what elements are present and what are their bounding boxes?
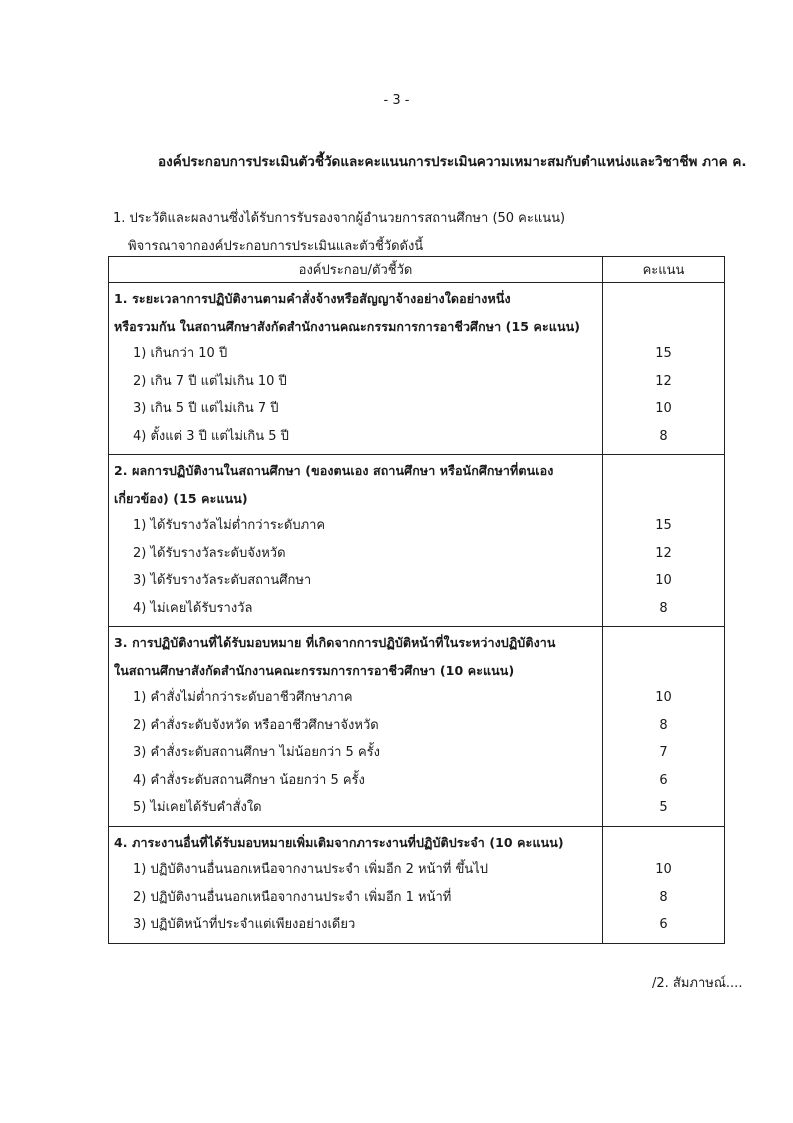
criteria-score: 8 (659, 600, 668, 616)
header-score: คะแนน (603, 257, 725, 283)
criteria-item: 1) ปฏิบัติงานอื่นนอกเหนือจากงานประจำ เพิ่มอีก 2 หน้าที่ ขึ้นไป (133, 862, 489, 877)
score-spacer (603, 457, 724, 485)
criteria-score: 8 (659, 889, 668, 905)
section-criteria-cell (109, 283, 603, 455)
criteria-item: 2) เกิน 7 ปี แต่ไม่เกิน 10 ปี (133, 373, 287, 389)
section-row (109, 627, 725, 827)
section-row (109, 455, 725, 627)
section-title-line: เกี่ยวข้อง) (15 คะแนน) (114, 490, 248, 506)
criteria-item: 1) คำสั่งไม่ต่ำกว่าระดับอาชีวศึกษาภาค (133, 690, 353, 705)
section-title-line: 1. ระยะเวลาการปฏิบัติงานตามคำสั่งจ้างหรือสัญญาจ้างอย่างใดอย่างหนึ่ง (114, 291, 511, 306)
criteria-score: 15 (655, 518, 672, 533)
intro-line-2: พิจารณาจากองค์ประกอบการประเมินและตัวชี้วัดดังนี้ (128, 239, 424, 254)
table-body (109, 283, 725, 944)
intro-line-1: 1. ประวัติและผลงานซึ่งได้รับการรับรองจากผู้อำนวยการสถานศึกษา (50 คะแนน) (113, 211, 566, 226)
section-criteria-cell (109, 627, 603, 827)
score-spacer (603, 657, 724, 685)
criteria-item: 3) เกิน 5 ปี แต่ไม่เกิน 7 ปี (133, 401, 279, 416)
section-title-line: ในสถานศึกษาสังกัดสำนักงานคณะกรรมการการอาชีวศึกษา (10 คะแนน) (114, 662, 515, 678)
section-score-cell (603, 627, 725, 827)
criteria-score: 10 (655, 573, 672, 588)
criteria-score: 12 (655, 545, 672, 561)
criteria-item: 4) ไม่เคยได้รับรางวัล (133, 600, 253, 616)
criteria-item: 3) ได้รับรางวัลระดับสถานศึกษา (133, 573, 312, 588)
section-criteria-cell (109, 826, 603, 943)
score-spacer (603, 829, 724, 857)
section-score-cell (603, 826, 725, 943)
section-title-line: หรือรวมกัน ในสถานศึกษาสังกัดสำนักงานคณะกรรมการการอาชีวศึกษา (15 คะแนน) (114, 318, 581, 334)
section-title-line: 4. ภาระงานอื่นที่ได้รับมอบหมายเพิ่มเติมจากภาระงานที่ปฏิบัติประจำ (10 คะแนน) (114, 834, 564, 850)
section-score-cell (603, 283, 725, 455)
section-row (109, 283, 725, 455)
score-spacer (603, 485, 724, 513)
criteria-score: 10 (655, 862, 672, 877)
section-row (109, 826, 725, 943)
criteria-score: 8 (659, 717, 668, 733)
criteria-score: 6 (659, 917, 668, 932)
criteria-score: 10 (655, 690, 672, 705)
document-heading: องค์ประกอบการประเมินตัวชี้วัดและคะแนนการประเมินความเหมาะสมกับตำแหน่งและวิชาชีพ ภาค ค. (158, 154, 747, 170)
section-title-line: 2. ผลการปฏิบัติงานในสถานศึกษา (ของตนเอง สถานศึกษา หรือนักศึกษาที่ตนเอง (114, 463, 554, 478)
criteria-item: 2) คำสั่งระดับจังหวัด หรืออาชีวศึกษาจังหวัด (133, 717, 379, 733)
criteria-item: 1) ได้รับรางวัลไม่ต่ำกว่าระดับภาค (133, 518, 326, 533)
table-header-row (109, 257, 725, 283)
section-criteria-cell (109, 455, 603, 627)
score-spacer (603, 629, 724, 657)
criteria-score: 5 (659, 800, 668, 815)
criteria-score: 10 (655, 401, 672, 416)
criteria-item: 2) ปฏิบัติงานอื่นนอกเหนือจากงานประจำ เพิ่มอีก 1 หน้าที่ (133, 889, 452, 905)
section-score-cell (603, 455, 725, 627)
score-spacer (603, 285, 724, 313)
section-title-line: 3. การปฏิบัติงานที่ได้รับมอบหมาย ที่เกิดจากการปฏิบัติหน้าที่ในระหว่างปฏิบัติงาน (114, 635, 556, 650)
criteria-score: 8 (659, 428, 668, 444)
criteria-item: 2) ได้รับรางวัลระดับจังหวัด (133, 545, 286, 561)
criteria-item: 4) คำสั่งระดับสถานศึกษา น้อยกว่า 5 ครั้ง (133, 772, 365, 788)
continuation-note: /2. สัมภาษณ์.... (652, 976, 743, 991)
criteria-item: 4) ตั้งแต่ 3 ปี แต่ไม่เกิน 5 ปี (133, 428, 289, 444)
page-number: - 3 - (383, 93, 410, 108)
criteria-item: 1) เกินกว่า 10 ปี (133, 346, 228, 361)
criteria-item: 5) ไม่เคยได้รับคำสั่งใด (133, 800, 262, 815)
criteria-score: 7 (659, 745, 668, 760)
criteria-score: 12 (655, 373, 672, 389)
criteria-table (108, 256, 725, 944)
criteria-score: 15 (655, 346, 672, 361)
criteria-score: 6 (659, 772, 668, 788)
criteria-item: 3) คำสั่งระดับสถานศึกษา ไม่น้อยกว่า 5 ครั้ง (133, 745, 380, 760)
score-spacer (603, 313, 724, 341)
criteria-item: 3) ปฏิบัติหน้าที่ประจำแต่เพียงอย่างเดียว (133, 917, 356, 932)
header-criteria: องค์ประกอบ/ตัวชี้วัด (109, 257, 603, 283)
